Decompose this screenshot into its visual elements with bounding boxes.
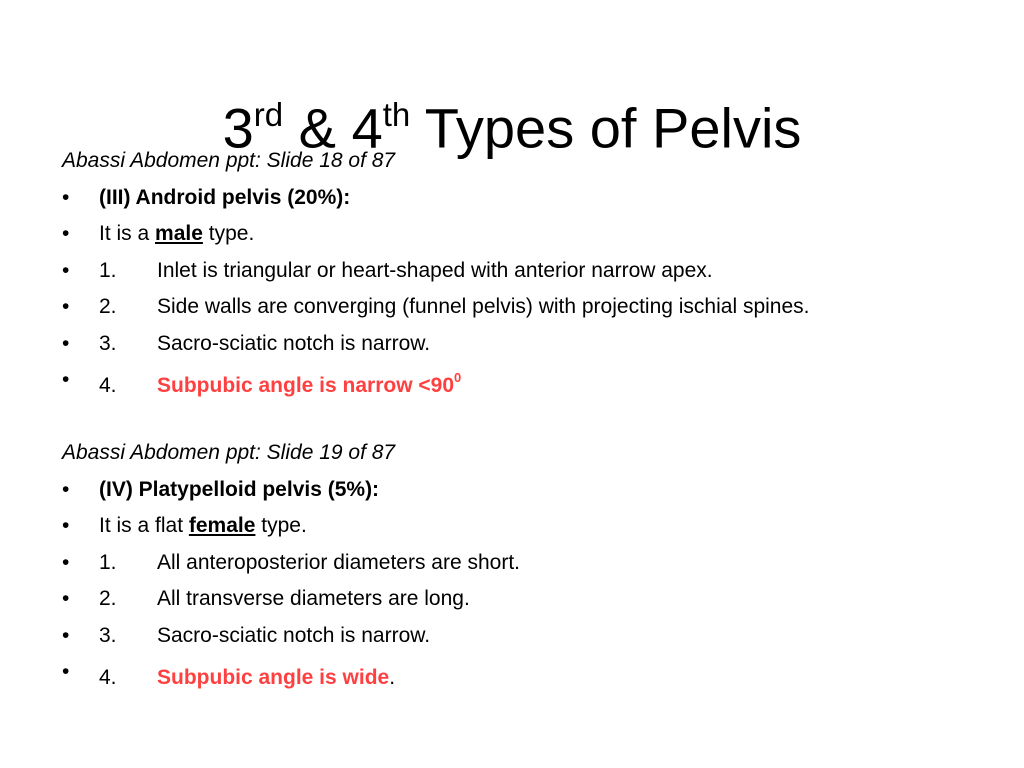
item-text: Sacro-sciatic notch is narrow.	[157, 331, 431, 355]
item-number: 1.	[99, 258, 117, 282]
bullet-type	[62, 508, 1002, 545]
list-item-highlight	[99, 362, 461, 405]
bullet-icon: •	[62, 258, 70, 282]
type-suffix: type.	[261, 514, 307, 537]
bullet-icon: •	[62, 185, 70, 209]
title-ordinal-rd: rd	[253, 95, 284, 133]
item-number: 3.	[99, 331, 117, 355]
highlight-text	[157, 370, 462, 397]
highlight-text	[157, 666, 389, 689]
list-item	[99, 326, 430, 363]
item-number: 1.	[99, 550, 117, 574]
type-statement	[99, 216, 254, 253]
section-heading: (III) Android pelvis (20%):	[99, 185, 351, 209]
type-prefix: It is a	[99, 222, 150, 245]
bullet-icon: •	[62, 295, 70, 318]
bullet-icon: •	[62, 587, 70, 610]
title-number-3: 3	[222, 96, 254, 160]
list-item-highlight	[99, 654, 395, 697]
list-item	[99, 289, 810, 326]
item-text: Inlet is triangular or heart-shaped with anterior narrow apex.	[157, 258, 713, 282]
item-text: Side walls are converging (funnel pelvis) with projecting ischial spines.	[157, 295, 810, 318]
item-number: 2.	[99, 587, 117, 610]
bullet-item	[62, 289, 1002, 326]
list-item	[99, 545, 520, 582]
source-citation: Abassi Abdomen ppt: Slide 18 of 87	[62, 149, 396, 172]
bullet-icon: •	[62, 660, 70, 683]
item-number: 3.	[99, 623, 117, 647]
title-ordinal-th: th	[382, 95, 411, 133]
bullet-icon: •	[62, 331, 70, 355]
title-number-4: 4	[351, 96, 383, 160]
source-citation: Abassi Abdomen ppt: Slide 19 of 87	[62, 441, 396, 464]
type-prefix: It is a flat	[99, 514, 184, 537]
type-emphasis: male	[155, 222, 203, 245]
bullet-item	[62, 618, 1002, 655]
bullet-item-highlight	[62, 654, 1002, 691]
highlight-main: Subpubic angle is wide	[157, 666, 390, 689]
type-suffix: type.	[208, 222, 255, 245]
section-heading: (IV) Platypelloid pelvis (5%):	[99, 477, 380, 501]
highlight-after: .	[389, 666, 396, 689]
bullet-item	[62, 545, 1002, 582]
bullet-item	[62, 253, 1002, 290]
bullet-icon: •	[62, 222, 70, 245]
item-text: All anteroposterior diameters are short.	[157, 550, 520, 574]
bullet-icon: •	[62, 477, 70, 501]
list-item	[99, 253, 713, 290]
bullet-icon: •	[62, 623, 70, 647]
list-item	[99, 618, 430, 655]
bullet-item	[62, 326, 1002, 363]
highlight-main: Subpubic angle is narrow <90	[157, 374, 454, 397]
bullet-icon: •	[62, 550, 70, 574]
item-number: 4.	[99, 374, 117, 397]
type-statement	[99, 508, 307, 545]
item-number: 2.	[99, 295, 117, 318]
item-text: All transverse diameters are long.	[157, 587, 470, 610]
bullet-item	[62, 581, 1002, 618]
bullet-type	[62, 216, 1002, 253]
bullet-icon: •	[62, 514, 70, 537]
bullet-heading	[62, 180, 1002, 217]
bullet-item-highlight	[62, 362, 1002, 399]
item-number: 4.	[99, 666, 117, 689]
item-text: Sacro-sciatic notch is narrow.	[157, 623, 431, 647]
title-text: Types of Pelvis	[424, 96, 802, 160]
bullet-icon: •	[62, 368, 70, 391]
list-item	[99, 581, 470, 618]
slide-body	[62, 143, 1002, 691]
type-emphasis: female	[188, 514, 256, 537]
highlight-superscript: 0	[454, 370, 462, 385]
bullet-heading	[62, 472, 1002, 509]
title-ampersand: &	[298, 96, 336, 160]
